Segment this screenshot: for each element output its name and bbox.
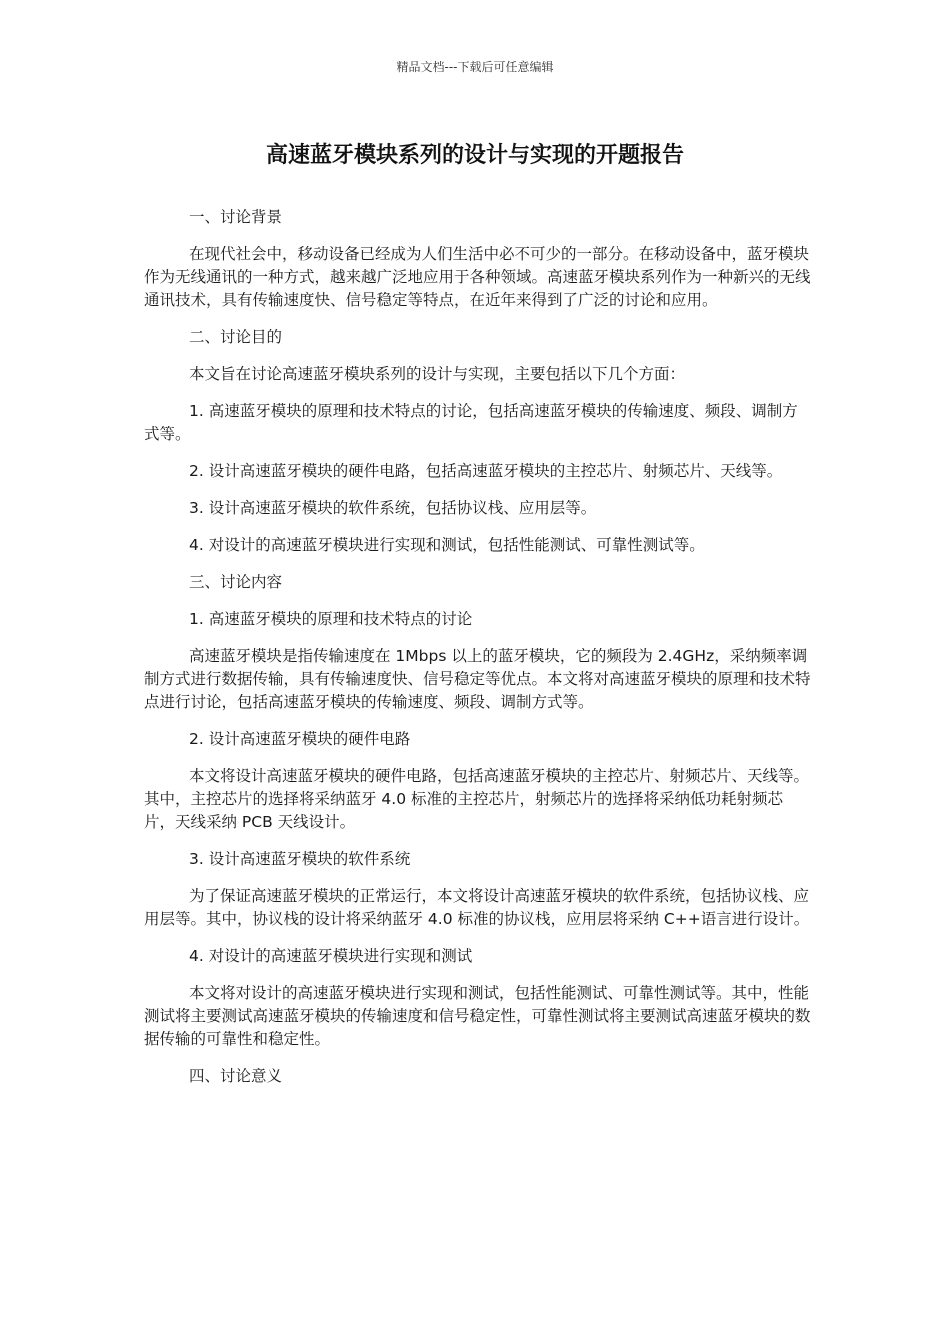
section-heading-significance: 四、讨论意义 xyxy=(189,1067,283,1085)
document-title: 高速蓝牙模块系列的设计与实现的开题报告 xyxy=(265,143,684,168)
section-heading-background: 一、讨论背景 xyxy=(189,208,283,226)
purpose-item-2: 2. 设计高速蓝牙模块的硬件电路，包括高速蓝牙模块的主控芯片、射频芯片、天线等。 xyxy=(189,462,783,480)
paragraph-purpose-intro: 本文旨在讨论高速蓝牙模块系列的设计与实现，主要包括以下几个方面： xyxy=(189,365,686,383)
document-body xyxy=(144,206,812,1102)
content-subheading-4: 4. 对设计的高速蓝牙模块进行实现和测试 xyxy=(189,947,473,965)
section-heading-content: 三、讨论内容 xyxy=(189,573,283,591)
content-subheading-3: 3. 设计高速蓝牙模块的软件系统 xyxy=(189,850,411,868)
content-subheading-1: 1. 高速蓝牙模块的原理和技术特点的讨论 xyxy=(189,610,473,628)
content-paragraph-3: 为了保证高速蓝牙模块的正常运行，本文将设计高速蓝牙模块的软件系统，包括协议栈、应用层等。其中，协议栈的设计将采纳蓝牙 4.0 标准的协议栈，应用层将采纳 C++语言进行设计。 xyxy=(144,887,810,928)
purpose-item-1: 1. 高速蓝牙模块的原理和技术特点的讨论，包括高速蓝牙模块的传输速度、频段、调制方式等。 xyxy=(144,402,798,443)
purpose-item-3: 3. 设计高速蓝牙模块的软件系统，包括协议栈、应用层等。 xyxy=(189,499,597,517)
section-heading-purpose: 二、讨论目的 xyxy=(189,328,283,346)
header-note: 精品文档---下载后可任意编辑 xyxy=(396,60,554,74)
content-paragraph-4: 本文将对设计的高速蓝牙模块进行实现和测试，包括性能测试、可靠性测试等。其中，性能测试将主要测试高速蓝牙模块的传输速度和信号稳定性，可靠性测试将主要测试高速蓝牙模块的数据传输的可靠性和稳定性。 xyxy=(144,984,811,1048)
paragraph-background: 在现代社会中，移动设备已经成为人们生活中必不可少的一部分。在移动设备中，蓝牙模块作为无线通讯的一种方式，越来越广泛地应用于各种领域。高速蓝牙模块系列作为一种新兴的无线通讯技术，具有传输速度快、信号稳定等特点，在近年来得到了广泛的讨论和应用。 xyxy=(144,245,811,309)
content-paragraph-2: 本文将设计高速蓝牙模块的硬件电路，包括高速蓝牙模块的主控芯片、射频芯片、天线等。其中，主控芯片的选择将采纳蓝牙 4.0 标准的主控芯片，射频芯片的选择将采纳低功耗射频芯片，天线采纳 PCB 天线设计。 xyxy=(144,767,810,831)
content-subheading-2: 2. 设计高速蓝牙模块的硬件电路 xyxy=(189,730,411,748)
content-paragraph-1: 高速蓝牙模块是指传输速度在 1Mbps 以上的蓝牙模块，它的频段为 2.4GHz，采纳频率调制方式进行数据传输，具有传输速度快、信号稳定等优点。本文将对高速蓝牙模块的原理和技术特点进行讨论，包括高速蓝牙模块的传输速度、频段、调制方式等。 xyxy=(144,647,811,711)
purpose-item-4: 4. 对设计的高速蓝牙模块进行实现和测试，包括性能测试、可靠性测试等。 xyxy=(189,536,705,554)
